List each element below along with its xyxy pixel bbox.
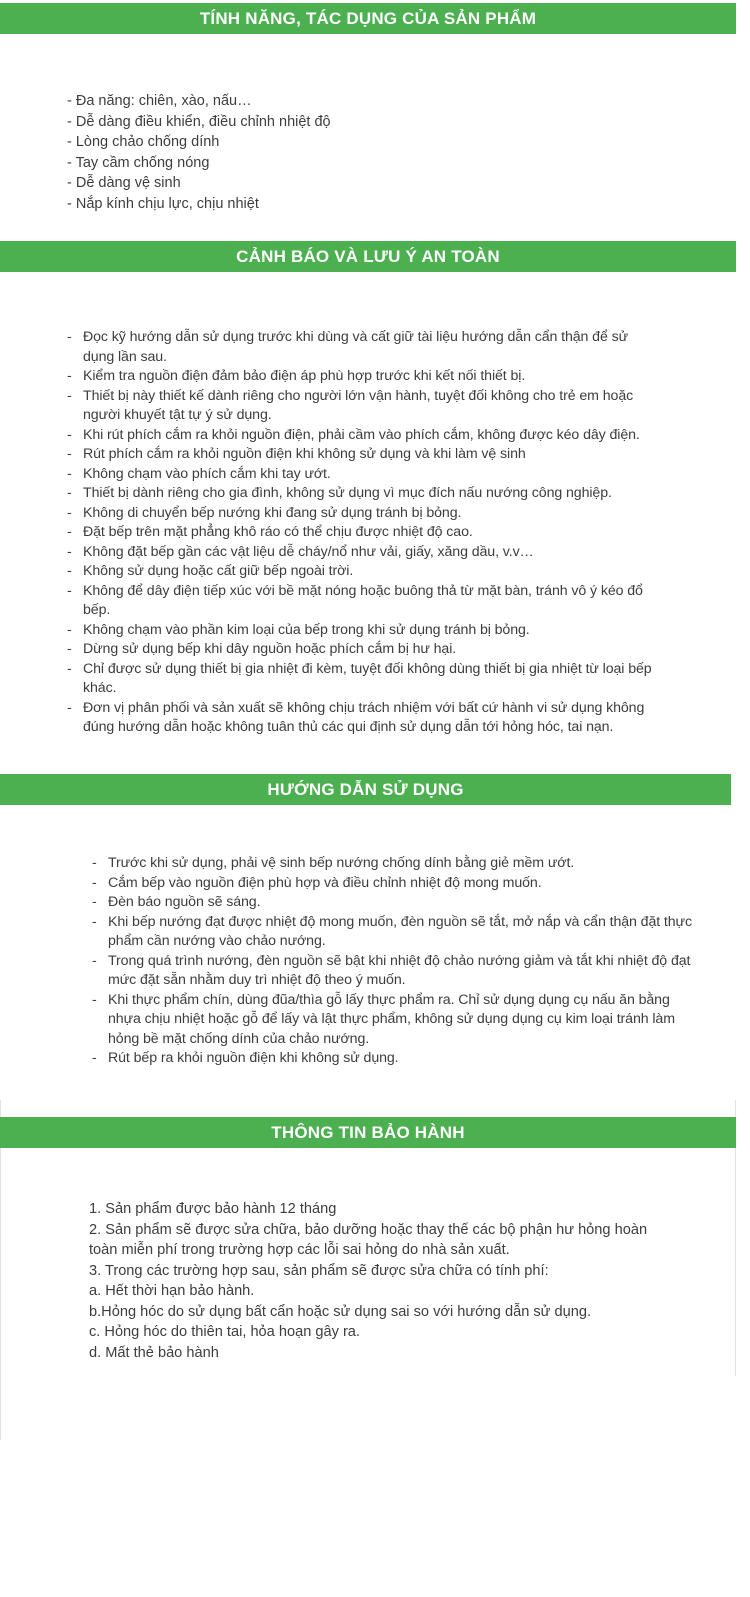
features-item: - Dễ dàng vệ sinh [67, 175, 181, 191]
safety-item: - Kiểm tra nguồn điện đảm bảo điện áp phù hợp trước khi kết nối thiết bị. [67, 368, 526, 384]
warranty-line: 1. Sản phẩm được bảo hành 12 tháng [89, 1201, 337, 1217]
safety-item: - Khi rút phích cắm ra khỏi nguồn điện, phải cầm vào phích cắm, không được kéo dây điện. [67, 426, 640, 443]
warranty-line: a. Hết thời hạn bảo hành. [89, 1283, 255, 1299]
warranty-line: b.Hỏng hóc do sử dụng bất cẩn hoặc sử dụng sai so với hướng dẫn sử dụng. [89, 1303, 592, 1320]
features-item: - Dễ dàng điều khiển, điều chỉnh nhiệt độ [67, 113, 331, 130]
safety-list [67, 328, 659, 738]
usage-item: - Khi bếp nướng đạt được nhiệt độ mong muốn, đèn nguồn sẽ tắt, mở nắp và cẩn thận đặt thực phẩm cần nướng vào chảo nướng. [92, 913, 692, 949]
safety-item: - Không đặt bếp gần các vật liệu dễ cháy/nổ như vải, giấy, xăng dầu, v.v… [67, 543, 534, 560]
usage-title: HƯỚNG DẪN SỬ DỤNG [267, 780, 464, 799]
warranty-line: c. Hỏng hóc do thiên tai, hỏa hoạn gây ra. [89, 1324, 360, 1340]
warranty-text [89, 1199, 669, 1363]
safety-item: - Rút phích cắm ra khỏi nguồn điện khi không sử dụng và khi làm vệ sinh [67, 446, 526, 462]
warranty-line: 3. Trong các trường hợp sau, sản phẩm sẽ được sửa chữa có tính phí: [89, 1262, 549, 1279]
safety-item: - Không chạm vào phích cắm khi tay ướt. [67, 465, 331, 482]
warranty-banner [0, 1117, 736, 1148]
safety-item: - Không sử dụng hoặc cất giữ bếp ngoài trời. [67, 563, 354, 579]
features-banner [0, 3, 736, 34]
warranty-line: 2. Sản phẩm sẽ được sửa chữa, bảo dưỡng hoặc thay thế các bộ phận hư hỏng hoàn toàn miễn phí trong trường hợp các lỗi sai hỏng do nhà sản xuất. [89, 1221, 648, 1258]
features-item: - Lòng chảo chống dính [67, 134, 220, 150]
safety-item: - Thiết bị dành riêng cho gia đình, không sử dụng vì mục đích nấu nướng công nghiệp. [67, 485, 612, 501]
usage-item: - Đèn báo nguồn sẽ sáng. [92, 894, 261, 910]
safety-banner [0, 241, 736, 272]
usage-item: - Trong quá trình nướng, đèn nguồn sẽ bật khi nhiệt độ chảo nướng giảm và tắt khi nhiệt độ đạt mức đặt sẵn nhằm duy trì nhiệt độ theo ý muốn. [92, 952, 691, 988]
features-item: - Nắp kính chịu lực, chịu nhiệt [67, 195, 259, 212]
usage-item: - Trước khi sử dụng, phải vệ sinh bếp nướng chống dính bằng giẻ mềm ướt. [92, 855, 575, 871]
warranty-left-edge [0, 1148, 1, 1440]
usage-item: - Rút bếp ra khỏi nguồn điện khi không sử dụng. [92, 1050, 399, 1066]
safety-item: - Không chạm vào phần kim loại của bếp trong khi sử dụng tránh bị bỏng. [67, 621, 530, 638]
safety-item: - Đặt bếp trên mặt phẳng khô ráo có thể chịu được nhiệt độ cao. [67, 524, 473, 540]
usage-right-edge [735, 1100, 736, 1118]
usage-list [92, 854, 697, 1069]
warranty-right-edge [735, 1148, 736, 1376]
features-list [67, 91, 687, 214]
warranty-line: d. Mất thẻ bảo hành [89, 1344, 219, 1361]
safety-item: - Thiết bị này thiết kế dành riêng cho người lớn vận hành, tuyệt đối không cho trẻ em hoặc người khuyết tật tự ý sử dụng. [67, 387, 634, 423]
safety-item: - Chỉ được sử dụng thiết bị gia nhiệt đi kèm, tuyệt đối không dùng thiết bị gia nhiệt từ loại bếp khác. [67, 660, 652, 696]
safety-item: - Không di chuyển bếp nướng khi đang sử dụng tránh bị bỏng. [67, 504, 462, 521]
features-item: - Tay cầm chống nóng [67, 154, 210, 171]
safety-title: CẢNH BÁO VÀ LƯU Ý AN TOÀN [236, 247, 500, 266]
safety-item: - Dừng sử dụng bếp khi dây nguồn hoặc phích cắm bị hư hại. [67, 641, 457, 657]
safety-item: - Đọc kỹ hướng dẫn sử dụng trước khi dùng và cất giữ tài liệu hướng dẫn cẩn thận để sử dụng lần sau. [67, 329, 628, 365]
usage-item: - Cắm bếp vào nguồn điện phù hợp và điều chỉnh nhiệt độ mong muốn. [92, 874, 542, 891]
usage-left-edge [0, 1100, 1, 1118]
safety-item: - Đơn vị phân phối và sản xuất sẽ không chịu trách nhiệm với bất cứ hành vi sử dụng không đúng hướng dẫn hoặc không tuân thủ các qui định sử dụng dẫn tới hỏng hóc, tai nạn. [67, 699, 645, 735]
safety-item: - Không để dây điện tiếp xúc với bề mặt nóng hoặc buông thả từ mặt bàn, tránh vô ý kéo đổ bếp. [67, 582, 643, 618]
usage-item: - Khi thực phẩm chín, dùng đũa/thìa gỗ lấy thực phẩm ra. Chỉ sử dụng dụng cụ nấu ăn bằng nhựa chịu nhiệt hoặc gỗ để lấy và lật thực phẩm, không sử dụng dụng cụ kim loại tránh làm hỏng bề mặt chống dính của chảo nướng. [92, 991, 675, 1047]
features-title: TÍNH NĂNG, TÁC DỤNG CỦA SẢN PHẨM [199, 9, 537, 28]
features-item: - Đa năng: chiên, xào, nấu… [67, 93, 252, 109]
warranty-title: THÔNG TIN BẢO HÀNH [271, 1123, 465, 1142]
usage-banner [0, 774, 731, 805]
